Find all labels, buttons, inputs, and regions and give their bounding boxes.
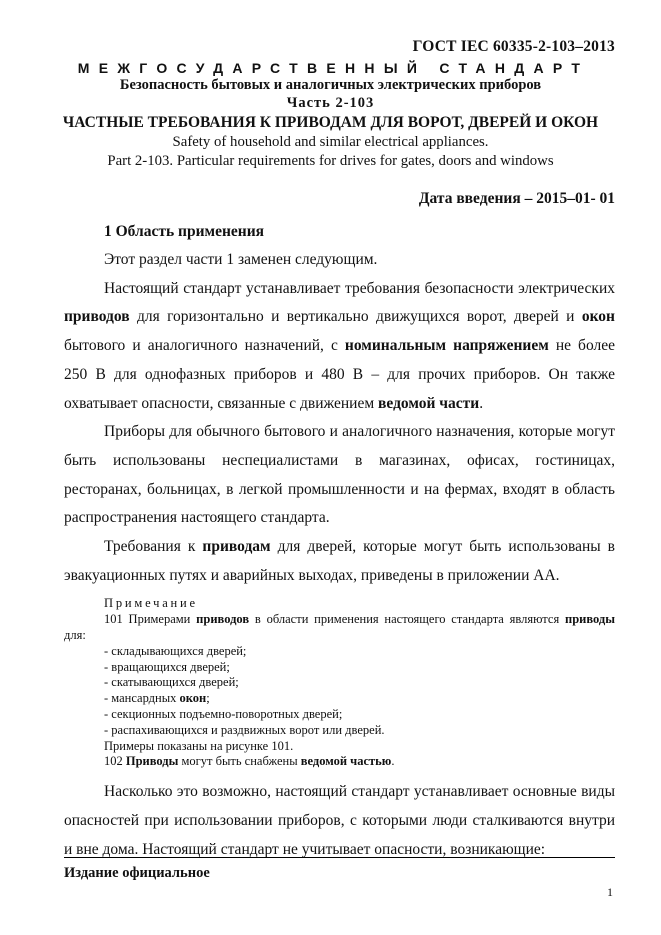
introduction-date: Дата введения – 2015–01- 01 [418, 190, 615, 207]
note-101: 101 Примерами приводов в области применения настоящего стандарта являются приводы для: [64, 612, 616, 643]
title-block [0, 60, 661, 170]
document-code: ГОСТ IEC 60335-2-103–2013 [412, 38, 615, 55]
page-number: 1 [607, 885, 613, 899]
note-list-item: - скатывающихся дверей; [104, 675, 239, 690]
note-102: 102 Приводы могут быть снабжены ведомой частью. [104, 754, 395, 769]
paragraph-1: Этот раздел части 1 заменен следующим. [104, 251, 378, 268]
section-title: 1 Область применения [104, 223, 265, 240]
official-edition-label: Издание официальное [64, 865, 210, 881]
note-heading: Примечание [104, 596, 198, 611]
part-label: Часть 2-103 [286, 95, 375, 111]
note-block [64, 596, 615, 770]
document-title-ru: ЧАСТНЫЕ ТРЕБОВАНИЯ К ПРИВОДАМ ДЛЯ ВОРОТ, ДВЕРЕЙ И ОКОН [62, 114, 599, 131]
paragraph-5: Насколько это возможно, настоящий стандарт устанавливает основные виды опасностей при использовании приборов, с которыми люди сталкиваются внутри и вне дома. Настоящий стандарт не учитывает опасности, возникающие: [64, 783, 615, 858]
safety-title: Безопасность бытовых и аналогичных электрических приборов [119, 77, 542, 93]
note-list-item: - складывающихся дверей; [104, 643, 247, 658]
paragraph-4: Требования к приводам для дверей, которые могут быть использованы в эвакуационных путях и аварийных выходах, приведены в приложении АА. [64, 538, 615, 584]
note-figure-reference: Примеры показаны на рисунке 101. [104, 738, 294, 753]
note-list-item: - вращающихся дверей; [104, 659, 230, 674]
document-body [64, 218, 615, 864]
footer-divider [64, 857, 615, 858]
interstate-standard-label: МЕЖГОСУДАРСТВЕННЫЙ СТАНДАРТ [77, 60, 590, 76]
paragraph-2: Настоящий стандарт устанавливает требования безопасности электрических приводов для горизонтально и вертикально движущихся ворот, дверей и окон бытового и аналогичного назначений, с номинальным напряжением не более 250 В для однофазных приборов и 480 В – для прочих приборов. Он также охватывает опасности, связанные с движением ведомой части. [64, 279, 615, 412]
document-title-en-1: Safety of household and similar electrical appliances. [172, 134, 489, 150]
note-list-item: - мансардных окон; [104, 691, 210, 706]
note-list-item: - распахивающихся и раздвижных ворот или дверей. [104, 722, 385, 737]
note-list-item: - секционных подъемно-поворотных дверей; [104, 707, 343, 722]
document-title-en-2: Part 2-103. Particular requirements for drives for gates, doors and windows [107, 152, 554, 169]
paragraph-3: Приборы для обычного бытового и аналогичного назначения, которые могут быть использованы неспециалистами в магазинах, офисах, гостиницах, ресторанах, больницах, в легкой промышленности и на фермах, входят в область распространения настоящего стандарта. [64, 423, 615, 527]
